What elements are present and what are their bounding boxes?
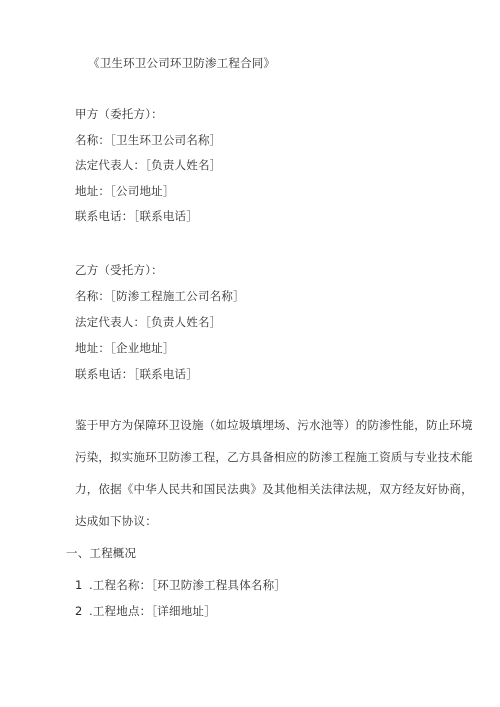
section-heading: 一、工程概况 — [66, 546, 137, 560]
item-text: .工程地点：［详细地址］ — [89, 604, 216, 618]
party-b-representative: 法定代表人：［负责人姓名］ — [75, 315, 222, 329]
item-number: 1 — [75, 578, 83, 592]
party-b-address: 地址：［企业地址］ — [75, 341, 175, 355]
party-b-heading: 乙方（受托方）： — [75, 263, 163, 277]
party-a-address: 地址：［公司地址］ — [75, 184, 175, 198]
party-a-representative: 法定代表人：［负责人姓名］ — [75, 158, 222, 172]
party-a-name: 名称：［卫生环卫公司名称］ — [75, 133, 222, 147]
preamble-paragraph — [75, 418, 473, 528]
section-item — [75, 604, 216, 618]
item-text: .工程名称：［环卫防渗工程具体名称］ — [89, 578, 287, 592]
preamble-line: 污染，拟实施环卫防渗工程，乙方具备相应的防渗工程施工资质与专业技术能 — [75, 450, 473, 464]
party-a-heading: 甲方（委托方）： — [75, 107, 163, 121]
party-b-name: 名称：［防渗工程施工公司名称］ — [75, 289, 245, 303]
party-b-phone: 联系电话：［联系电话］ — [75, 367, 198, 381]
preamble-line: 鉴于甲方为保障环卫设施（如垃圾填埋场、污水池等）的防渗性能，防止环境 — [75, 418, 473, 432]
section-item — [75, 578, 286, 592]
party-a-phone: 联系电话：［联系电话］ — [75, 209, 198, 223]
item-number: 2 — [75, 604, 83, 618]
preamble-line: 达成如下协议： — [75, 514, 157, 528]
contract-title: 《卫生环卫公司环卫防渗工程合同》 — [88, 56, 276, 70]
preamble-line: 力，依据《中华人民共和国民法典》及其他相关法律法规，双方经友好协商， — [75, 482, 473, 496]
